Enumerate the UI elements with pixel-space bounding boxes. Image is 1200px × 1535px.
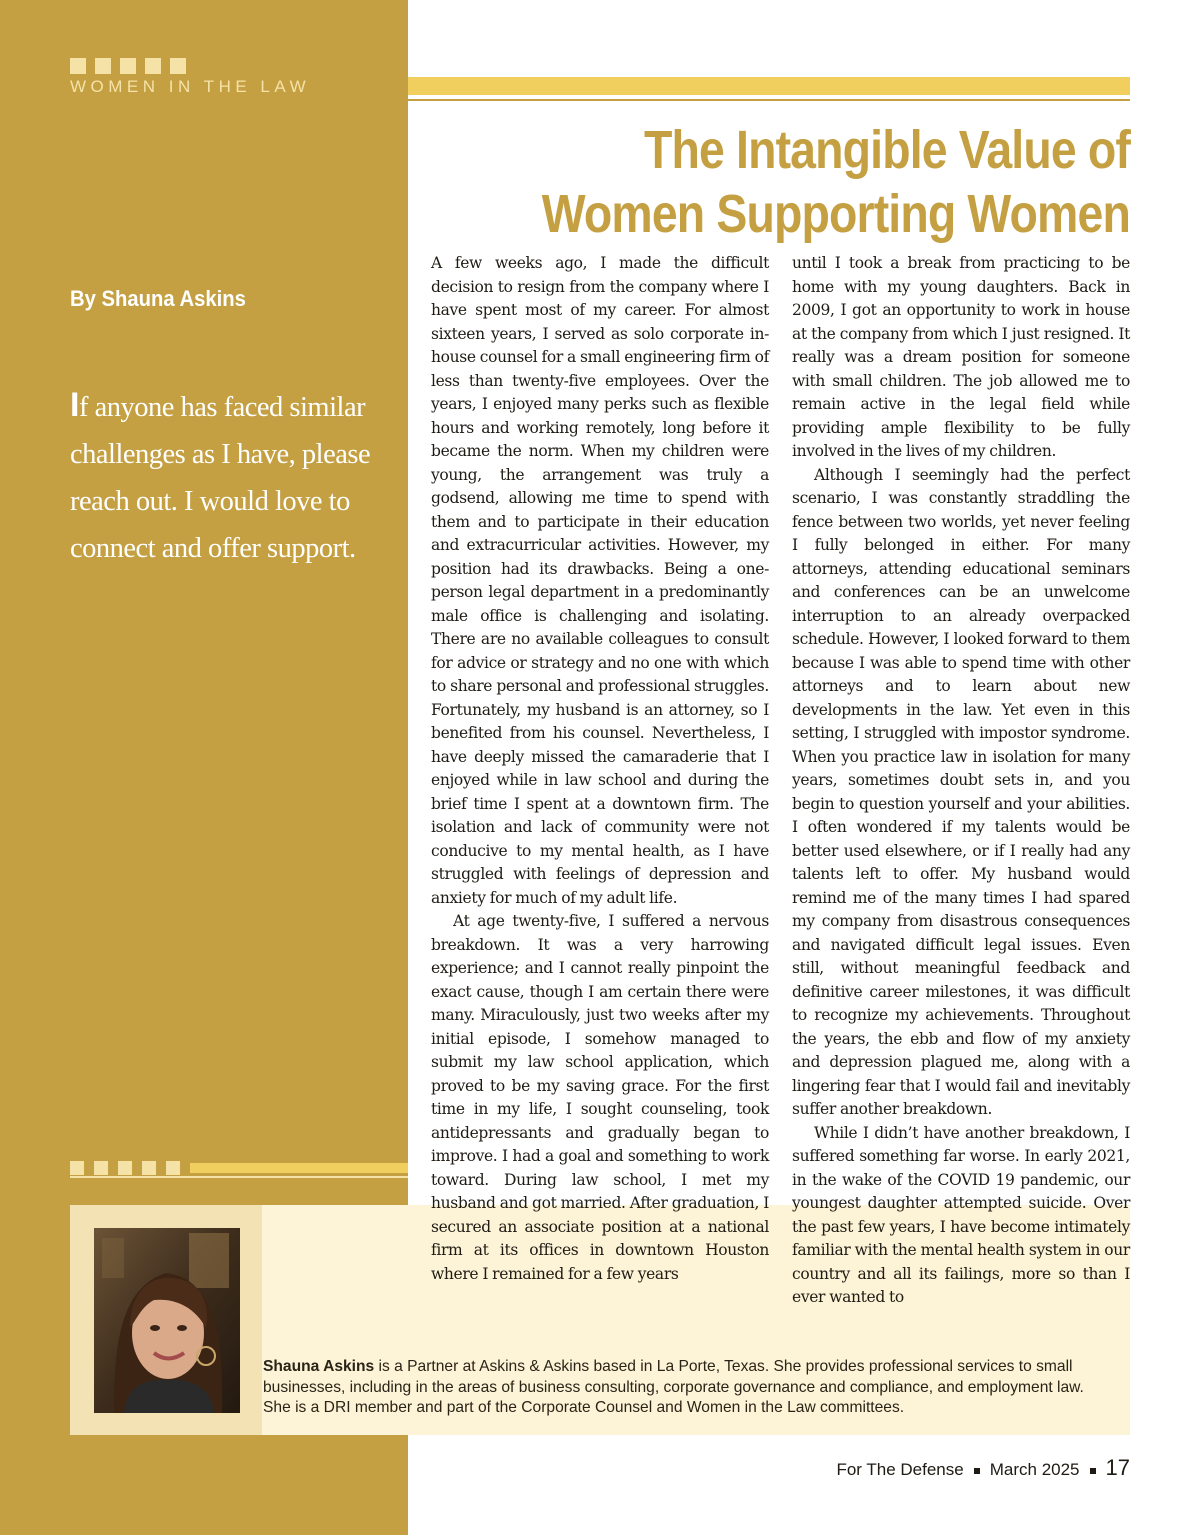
header-accent-bar [408,77,1130,95]
footer-bullet-icon [1090,1468,1096,1474]
header-square-decoration [120,58,136,74]
header-square-decoration [70,58,86,74]
body-paragraph: At age twenty-five, I suffered a nervous breakdown. It was a very harrowing experience; and I cannot really pinpoint the exact cause, though I am certain there were many. Miraculously, just two weeks after my initial episode, I somehow managed to submit my law school application, which proved to be my saving grace. For the first time in my life, I sought counseling, took antidepressants and gradually began to improve. I had a goal and something to work toward. During law school, I met my husband and got married. After graduation, I secured an associate position at a national firm at its offices in downtown Houston where I remained for a few years [431,912,769,1283]
author-bio-name: Shauna Askins [263,1358,375,1375]
article-title [542,118,1130,246]
footer-issue: March 2025 [989,1460,1080,1479]
body-paragraph: Although I seemingly had the perfect scenario, I was constantly straddling the fence between two worlds, yet never feeling I fully belonged in either. For many attorneys, attending educational seminars and conferences can be an unwelcome interruption to an already overpacked schedule. However, I looked forward to them because I was able to spend time with other attorneys and to learn about new developments in the law. Yet even in this setting, I struggled with impostor syndrome. When you practice law in isolation for many years, sometimes doubt sets in, and you begin to question yourself and your abilities. I often wondered if my talents would be better used elsewhere, or if I really had any talents left to offer. My husband would remind me of the many times I had spared my company from disastrous consequences and navigated difficult legal issues. Even still, without meaningful feedback and definitive career milestones, it was difficult to recognize my achievements. Throughout the years, the ebb and flow of my anxiety and depression plagued me, along with a lingering fear that I would fail and inevitably suffer another breakdown. [792,465,1130,1118]
byline: By Shauna Askins [70,286,246,311]
header-square-decoration [170,58,186,74]
author-photo [94,1228,240,1413]
page-footer [836,1455,1130,1481]
pull-quote-text: f anyone has faced similar challenges as I have, please reach out. I would love to connect and offer support. [70,392,371,564]
footer-square-decoration [94,1161,108,1175]
pull-quote [70,382,385,572]
header-rule [70,99,1130,101]
body-paragraph: A few weeks ago, I made the difficult decision to resign from the company where I have spent most of my career. For almost sixteen years, I served as solo corporate in-house counsel for a small engineering firm of less than twenty-five employees. Over the years, I enjoyed many perks such as flexible hours and working remotely, long before it became the norm. When my children were young, the arrangement was truly a godsend, allowing me time to spend with them and to participate in their education and extracurricular activities. However, my position had its drawbacks. Being a one-person legal department in a predominantly male office is challenging and isolating. There are no available colleagues to consult for advice or strategy and no one with which to share personal and professional struggles. Fortunately, my husband is an attorney, so I benefited from his counsel. Nevertheless, I have deeply missed the camaraderie that I enjoyed while in law school and during the brief time I spent at a downtown firm. The isolation and lack of community were not conducive to my mental health, as I have struggled with feelings of depression and anxiety for much of my adult life. [431,254,769,907]
title-line: Women Supporting Women [541,184,1130,244]
bio-accent-bar [190,1163,408,1173]
header-square-decoration [145,58,161,74]
title-line: The Intangible Value of [644,120,1130,180]
footer-square-decoration [166,1161,180,1175]
author-portrait-icon [94,1228,240,1413]
section-label: WOMEN IN THE LAW [70,77,311,96]
footer-square-decoration [70,1161,84,1175]
page-number: 17 [1105,1455,1130,1480]
footer-square-decoration [118,1161,132,1175]
footer-publication: For The Defense [836,1460,964,1479]
pull-quote-dropcap: I [70,386,79,424]
author-bio-description: is a Partner at Askins & Askins based in La Porte, Texas. She provides professional services to small businesses, including in the areas of business consulting, corporate governance and compliance, and employment law. She is a DRI member and part of the Corporate Counsel and Women in the Law committees. [263,1358,1084,1416]
header-square-decoration [95,58,111,74]
footer-bullet-icon [974,1468,980,1474]
body-paragraph: While I didn’t have another breakdown, I suffered something far worse. In early 2021, in the wake of the COVID 19 pandemic, our youngest daughter attempted suicide. Over the past few years, I have become intimately familiar with the mental health system in our country and all its failings, more so than I ever wanted to [792,1123,1130,1306]
article-body-column-left [431,252,769,1286]
article-body-column-right [792,252,1130,1310]
bio-accent-rule [70,1176,408,1178]
footer-square-decoration [142,1161,156,1175]
body-paragraph: until I took a break from practicing to be home with my young daughters. Back in 2009, I got an opportunity to work in house at the company from which I just resigned. It really was a dream position for someone with small children. The job allowed me to remain active in the legal field while providing ample flexibility to be fully involved in the lives of my children. [792,254,1130,460]
author-bio-text [263,1357,1115,1419]
